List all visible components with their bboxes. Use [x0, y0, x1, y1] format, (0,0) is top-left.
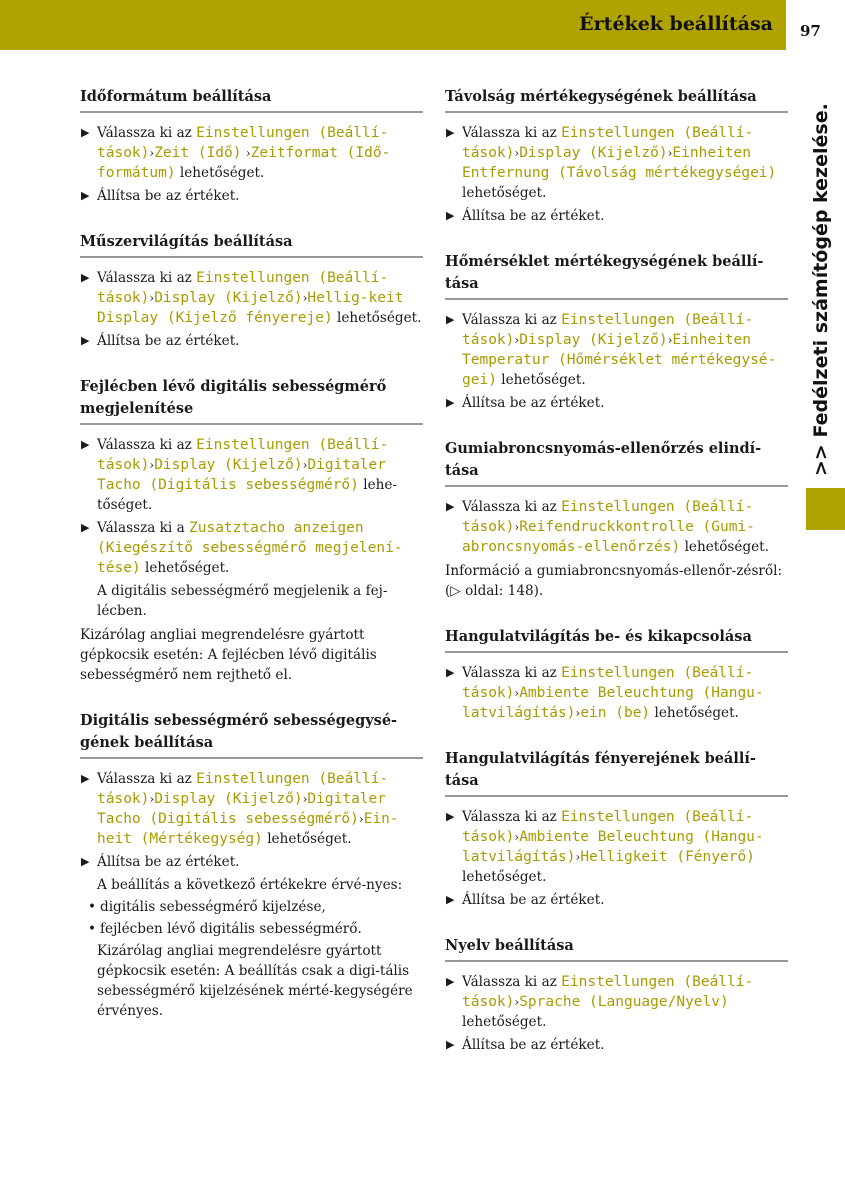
chevron-right-icon: › — [575, 850, 581, 864]
instruction-step: ▶ Állítsa be az értéket. — [446, 1037, 605, 1053]
instruction-step: ▶ Állítsa be az értéket. — [446, 208, 605, 224]
menu-path-item: Einstellungen (Beállí-tások) — [462, 499, 754, 535]
chevron-right-icon: › — [514, 333, 520, 347]
page-number: 97 — [800, 22, 821, 40]
section-title: Műszervilágítás beállítása — [80, 231, 423, 258]
arrow-icon: ▶ — [81, 438, 90, 451]
menu-path-item: Sprache (Language/Nyelv) — [519, 994, 729, 1010]
menu-path-item: Zeit (Idő) — [154, 145, 242, 161]
section-temperature-unit — [445, 251, 788, 413]
instruction-step: ▶ Válassza ki az Einstellungen (Beállí-tások)›Display (Kijelző)›Digitaler Tacho (Digitális sebességmérő)›Ein-heit (Mértékegység) lehetőséget. — [81, 771, 399, 847]
menu-path-item: Display (Kijelző) — [154, 290, 303, 306]
menu-path-item: Einstellungen (Beállí-tások) — [462, 974, 754, 1010]
menu-path-item: Einstellungen (Beállí-tások) — [462, 665, 754, 701]
section-language — [445, 935, 788, 1055]
list-item: • digitális sebességmérő kijelzése, — [88, 899, 326, 915]
instruction-step: ▶ Állítsa be az értéket. — [446, 892, 605, 908]
step-result: A beállítás a következő értékekre érvé-nyes: — [97, 877, 403, 893]
menu-path-item: ein (be) — [580, 705, 651, 721]
arrow-icon: ▶ — [81, 855, 90, 868]
chevron-right-icon: › — [514, 520, 520, 534]
bullet-icon: • — [88, 899, 97, 915]
chevron-right-icon: › — [667, 146, 673, 160]
menu-path-item: Digitaler Tacho (Digitális sebességmérő) — [97, 791, 386, 827]
chapter-tab-marker — [806, 488, 845, 530]
instruction-step: ▶ Válassza ki az Einstellungen (Beállí-tások)›Display (Kijelző)›Hellig-keit Display (Kijelző fényereje) lehetőséget. — [81, 270, 422, 326]
arrow-icon: ▶ — [81, 521, 90, 534]
menu-path-item: Ambiente Beleuchtung (Hangu-latvilágítás) — [462, 829, 764, 865]
section-title: Nyelv beállítása — [445, 935, 788, 962]
arrow-icon: ▶ — [81, 126, 90, 139]
instruction-step: ▶ Válassza ki az Einstellungen (Beállí-tások)›Ambiente Beleuchtung (Hangu-latvilágítás)›ein (be) lehetőséget. — [446, 665, 764, 721]
menu-path-item: Einstellungen (Beállí-tások) — [462, 809, 754, 845]
menu-path-item: Ambiente Beleuchtung (Hangu-latvilágítás) — [462, 685, 764, 721]
left-column — [80, 86, 423, 1046]
menu-path-item: Helligkeit (Fényerő) — [580, 849, 755, 865]
header-divider — [786, 0, 789, 50]
menu-path-item: Zeitformat (Idő-formátum) — [97, 145, 391, 181]
arrow-icon: ▶ — [446, 126, 455, 139]
arrow-icon: ▶ — [446, 396, 455, 409]
menu-path-item: Einheiten Entfernung (Távolság mértékegységei) — [462, 145, 777, 181]
arrow-icon: ▶ — [446, 209, 455, 222]
menu-path-item: Reifendruckkontrolle (Gumi-abroncsnyomás-ellenőrzés) — [462, 519, 755, 555]
chevron-right-icon: › — [514, 830, 520, 844]
chevron-right-icon: › — [149, 291, 155, 305]
menu-path-item: Einheiten Temperatur (Hőmérséklet mértékegysé-gei) — [462, 332, 777, 388]
step-result: A digitális sebességmérő megjelenik a fej-lécben. — [97, 583, 388, 619]
arrow-icon: ▶ — [446, 1038, 455, 1051]
arrow-icon: ▶ — [81, 189, 90, 202]
menu-path-item: Display (Kijelző) — [519, 332, 668, 348]
arrow-icon: ▶ — [446, 666, 455, 679]
chevron-right-icon: › — [149, 792, 155, 806]
menu-path-item: Einstellungen (Beállí-tások) — [97, 270, 389, 306]
arrow-icon: ▶ — [446, 975, 455, 988]
section-title: Digitális sebességmérő sebességegysé-gének beállítása — [80, 710, 423, 759]
menu-path-item: Display (Kijelző) — [154, 457, 303, 473]
arrow-icon: ▶ — [446, 810, 455, 823]
menu-path-item: Einstellungen (Beállí-tások) — [97, 771, 389, 807]
chapter-side-label: >> Fedélzeti számítógép kezelése. — [810, 103, 832, 476]
chevron-right-icon: › — [302, 458, 308, 472]
menu-path-item: Display (Kijelző) — [154, 791, 303, 807]
instruction-step: ▶ Válassza ki az Einstellungen (Beállí-tások)›Ambiente Beleuchtung (Hangu-latvilágítás)›Helligkeit (Fényerő) lehetőséget. — [446, 809, 764, 885]
menu-path-item: Einstellungen (Beállí-tások) — [462, 125, 754, 161]
note-text: Információ a gumiabroncsnyomás-ellenőr-zésről: (▷ oldal: 148). — [445, 563, 783, 599]
menu-path-item: Einstellungen (Beállí-tások) — [97, 125, 389, 161]
menu-path-item: Einstellungen (Beállí-tások) — [97, 437, 389, 473]
section-distance-unit — [445, 86, 788, 226]
section-title: Hőmérséklet mértékegységének beállí-tása — [445, 251, 788, 300]
chevron-right-icon: › — [358, 812, 364, 826]
instruction-step: ▶ Válassza ki az Einstellungen (Beállí-tások)›Display (Kijelző)›Einheiten Entfernung (Távolság mértékegységei) lehetőséget. — [446, 125, 777, 201]
menu-path-item: Digitaler Tacho (Digitális sebességmérő) — [97, 457, 386, 493]
arrow-icon: ▶ — [81, 271, 90, 284]
section-title: Fejlécben lévő digitális sebességmérő megjelenítése — [80, 376, 423, 425]
menu-path-item: Ein-heit (Mértékegység) — [97, 811, 399, 847]
section-title: Gumiabroncsnyomás-ellenőrzés elindí-tása — [445, 438, 788, 487]
chevron-right-icon: › — [302, 792, 308, 806]
right-column — [445, 86, 788, 1080]
arrow-icon: ▶ — [446, 313, 455, 326]
section-title: Időformátum beállítása — [80, 86, 423, 113]
chevron-right-icon: › — [149, 146, 155, 160]
section-tire-pressure — [445, 438, 788, 601]
bullet-icon: • — [88, 921, 97, 937]
instruction-step: ▶ Állítsa be az értéket. — [81, 188, 240, 204]
instruction-step: ▶ Válassza ki az Einstellungen (Beállí-tások)›Display (Kijelző)›Digitaler Tacho (Digitális sebességmérő) lehe-tőséget. — [81, 437, 398, 513]
menu-path-item: Hellig-keit Display (Kijelző fényereje) — [97, 290, 404, 326]
chevron-right-icon: › — [514, 146, 520, 160]
section-instrument-lighting — [80, 231, 423, 351]
section-time-format — [80, 86, 423, 206]
chevron-right-icon: › — [302, 291, 308, 305]
section-header-speedometer — [80, 376, 423, 685]
arrow-icon: ▶ — [81, 334, 90, 347]
instruction-step: ▶ Válassza ki a Zusatztacho anzeigen (Kiegészítő sebességmérő megjelení-tése) lehetőséget. — [81, 520, 403, 576]
arrow-icon: ▶ — [81, 772, 90, 785]
section-title: Hangulatvilágítás fényerejének beállí-tása — [445, 748, 788, 797]
menu-path-item: Zusatztacho anzeigen (Kiegészítő sebességmérő megjelení-tése) — [97, 520, 403, 576]
note-text: Kizárólag angliai megrendelésre gyártott gépkocsik esetén: A beállítás csak a digi-tális sebességmérő kijelzésének mérté-kegységére érvényes. — [97, 943, 413, 1019]
instruction-step: ▶ Válassza ki az Einstellungen (Beállí-tások)›Sprache (Language/Nyelv) lehetőséget. — [446, 974, 754, 1030]
instruction-step: ▶ Állítsa be az értéket. — [81, 854, 240, 870]
section-speed-unit — [80, 710, 423, 1021]
instruction-step: ▶ Állítsa be az értéket. — [81, 333, 240, 349]
arrow-icon: ▶ — [446, 893, 455, 906]
instruction-step: ▶ Válassza ki az Einstellungen (Beállí-tások)›Display (Kijelző)›Einheiten Temperatur (Hőmérséklet mértékegysé-gei) lehetőséget. — [446, 312, 777, 388]
menu-path-item: Display (Kijelző) — [519, 145, 668, 161]
note-text: Kizárólag angliai megrendelésre gyártott gépkocsik esetén: A fejlécben lévő digitális sebességmérő nem rejthető el. — [80, 627, 377, 683]
chevron-right-icon: › — [149, 458, 155, 472]
chevron-right-icon: › — [514, 686, 520, 700]
section-title: Hangulatvilágítás be- és kikapcsolása — [445, 626, 788, 653]
chevron-right-icon: › — [245, 146, 251, 160]
chevron-right-icon: › — [667, 333, 673, 347]
page-header-title: Értékek beállítása — [579, 13, 773, 35]
chevron-right-icon: › — [575, 706, 581, 720]
arrow-icon: ▶ — [446, 500, 455, 513]
instruction-step: ▶ Állítsa be az értéket. — [446, 395, 605, 411]
section-ambient-brightness — [445, 748, 788, 910]
instruction-step: ▶ Válassza ki az Einstellungen (Beállí-tások)›Zeit (Idő) ›Zeitformat (Idő-formátum) lehetőséget. — [81, 125, 391, 181]
instruction-step: ▶ Válassza ki az Einstellungen (Beállí-tások)›Reifendruckkontrolle (Gumi-abroncsnyomás-ellenőrzés) lehetőséget. — [446, 499, 769, 555]
section-ambient-toggle — [445, 626, 788, 723]
list-item: • fejlécben lévő digitális sebességmérő. — [88, 921, 362, 937]
chevron-right-icon: › — [514, 995, 520, 1009]
menu-path-item: Einstellungen (Beállí-tások) — [462, 312, 754, 348]
section-title: Távolság mértékegységének beállítása — [445, 86, 788, 113]
